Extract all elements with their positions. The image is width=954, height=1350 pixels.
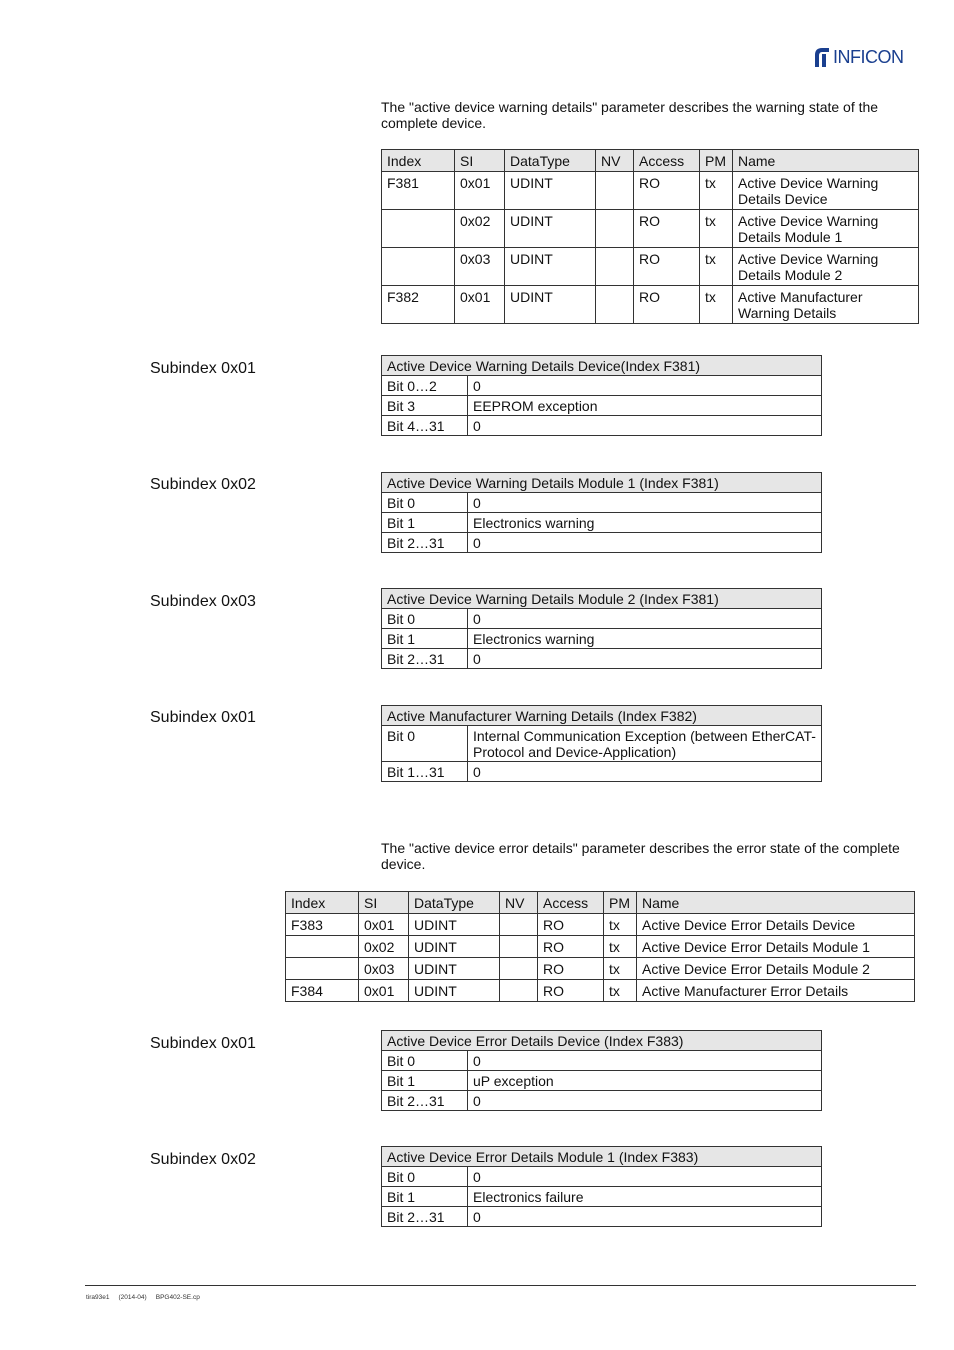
table-row bbox=[382, 533, 822, 553]
table-row bbox=[382, 396, 822, 416]
table-cell: UDINT bbox=[409, 958, 500, 980]
subindex-label: Subindex 0x02 bbox=[150, 476, 256, 493]
bit-value: Internal Communication Exception (between EtherCAT-Protocol and Device-Application) bbox=[468, 726, 822, 762]
table-row bbox=[382, 493, 822, 513]
bit-value: 0 bbox=[468, 762, 822, 782]
table-cell: Active Device Error Details Module 1 bbox=[637, 936, 915, 958]
bit-label: Bit 2…31 bbox=[382, 1091, 468, 1111]
table-caption-row bbox=[382, 589, 822, 609]
bit-table bbox=[381, 355, 822, 436]
footer-divider bbox=[85, 1285, 916, 1286]
bit-value: 0 bbox=[468, 1051, 822, 1071]
column-header: PM bbox=[604, 892, 637, 914]
bit-label: Bit 3 bbox=[382, 396, 468, 416]
table-caption-row bbox=[382, 1147, 822, 1167]
table-cell: RO bbox=[634, 248, 700, 286]
table-row bbox=[286, 980, 915, 1002]
table-cell: 0x02 bbox=[359, 936, 409, 958]
table-row bbox=[382, 248, 919, 286]
table-row bbox=[382, 609, 822, 629]
table-header-row bbox=[286, 892, 915, 914]
bit-value: 0 bbox=[468, 1207, 822, 1227]
table-cell: RO bbox=[538, 936, 604, 958]
table-cell bbox=[500, 914, 538, 936]
table-cell: F382 bbox=[382, 286, 455, 324]
table-row bbox=[382, 1187, 822, 1207]
table-cell: UDINT bbox=[505, 286, 596, 324]
table-cell: RO bbox=[538, 958, 604, 980]
table-cell bbox=[500, 936, 538, 958]
table-row bbox=[382, 1051, 822, 1071]
table-caption-row bbox=[382, 1031, 822, 1051]
table-row bbox=[382, 1167, 822, 1187]
table-cell: Active Manufacturer Warning Details bbox=[733, 286, 919, 324]
table-caption-row bbox=[382, 356, 822, 376]
table-cell bbox=[286, 958, 359, 980]
table-row bbox=[382, 1091, 822, 1111]
table-caption-row bbox=[382, 706, 822, 726]
table-cell: tx bbox=[700, 286, 733, 324]
error-intro-text: The "active device error details" parameter describes the error state of the complete device. bbox=[381, 840, 900, 872]
table-cell: Active Device Warning Details Device bbox=[733, 172, 919, 210]
bit-value: 0 bbox=[468, 376, 822, 396]
table-row bbox=[382, 286, 919, 324]
table-cell bbox=[500, 980, 538, 1002]
bit-value: 0 bbox=[468, 493, 822, 513]
table-cell: 0x03 bbox=[455, 248, 505, 286]
warning-parameter-table bbox=[381, 149, 919, 324]
table-cell bbox=[596, 286, 634, 324]
bit-value: uP exception bbox=[468, 1071, 822, 1091]
warning-intro-text: The "active device warning details" parameter describes the warning state of the complete device. bbox=[381, 99, 879, 131]
table-cell bbox=[500, 958, 538, 980]
table-cell: 0x03 bbox=[359, 958, 409, 980]
bit-label: Bit 0…2 bbox=[382, 376, 468, 396]
table-cell: UDINT bbox=[505, 248, 596, 286]
bit-label: Bit 2…31 bbox=[382, 1207, 468, 1227]
bit-value: 0 bbox=[468, 1167, 822, 1187]
table-cell: RO bbox=[538, 914, 604, 936]
table-cell: tx bbox=[604, 958, 637, 980]
bit-value: Electronics failure bbox=[468, 1187, 822, 1207]
table-row bbox=[382, 762, 822, 782]
bit-table bbox=[381, 472, 822, 553]
table-cell bbox=[596, 248, 634, 286]
bit-value: 0 bbox=[468, 533, 822, 553]
table-cell: Active Device Error Details Module 2 bbox=[637, 958, 915, 980]
table-cell: tx bbox=[604, 936, 637, 958]
table-cell: tx bbox=[604, 980, 637, 1002]
bit-value: Electronics warning bbox=[468, 629, 822, 649]
table-row bbox=[286, 936, 915, 958]
bit-value: 0 bbox=[468, 416, 822, 436]
table-row bbox=[382, 1207, 822, 1227]
table-row bbox=[382, 210, 919, 248]
table-row bbox=[382, 629, 822, 649]
table-caption: Active Device Error Details Module 1 (Index F383) bbox=[382, 1147, 822, 1167]
table-cell: Active Manufacturer Error Details bbox=[637, 980, 915, 1002]
table-cell: 0x01 bbox=[455, 172, 505, 210]
table-cell: 0x01 bbox=[455, 286, 505, 324]
table-cell: RO bbox=[634, 286, 700, 324]
column-header: Access bbox=[634, 150, 700, 172]
column-header: NV bbox=[500, 892, 538, 914]
table-cell: F381 bbox=[382, 172, 455, 210]
table-cell: UDINT bbox=[505, 210, 596, 248]
column-header: PM bbox=[700, 150, 733, 172]
table-cell bbox=[382, 248, 455, 286]
bit-label: Bit 1…31 bbox=[382, 762, 468, 782]
table-cell: 0x02 bbox=[455, 210, 505, 248]
subindex-label: Subindex 0x01 bbox=[150, 709, 256, 726]
column-header: Name bbox=[637, 892, 915, 914]
table-cell bbox=[596, 210, 634, 248]
table-cell: Active Device Warning Details Module 2 bbox=[733, 248, 919, 286]
logo-text: INFICON bbox=[833, 46, 904, 67]
table-cell: 0x01 bbox=[359, 980, 409, 1002]
bit-label: Bit 0 bbox=[382, 609, 468, 629]
subindex-label: Subindex 0x03 bbox=[150, 593, 256, 610]
bit-value: 0 bbox=[468, 1091, 822, 1111]
subindex-label: Subindex 0x02 bbox=[150, 1151, 256, 1168]
table-cell bbox=[596, 172, 634, 210]
table-row bbox=[382, 726, 822, 762]
table-cell bbox=[382, 210, 455, 248]
bit-label: Bit 1 bbox=[382, 1071, 468, 1091]
bit-table bbox=[381, 1030, 822, 1111]
table-caption: Active Device Warning Details Module 2 (Index F381) bbox=[382, 589, 822, 609]
subindex-label: Subindex 0x01 bbox=[150, 1035, 256, 1052]
table-cell: tx bbox=[604, 914, 637, 936]
table-cell: F383 bbox=[286, 914, 359, 936]
table-row bbox=[382, 1071, 822, 1091]
table-caption: Active Device Warning Details Device(Index F381) bbox=[382, 356, 822, 376]
table-cell: Active Device Error Details Device bbox=[637, 914, 915, 936]
table-cell: UDINT bbox=[409, 980, 500, 1002]
table-cell: RO bbox=[538, 980, 604, 1002]
bit-value: EEPROM exception bbox=[468, 396, 822, 416]
bit-table bbox=[381, 588, 822, 669]
table-header-row bbox=[382, 150, 919, 172]
table-caption: Active Device Error Details Device (Index F383) bbox=[382, 1031, 822, 1051]
column-header: Index bbox=[286, 892, 359, 914]
table-cell: tx bbox=[700, 210, 733, 248]
table-row bbox=[286, 914, 915, 936]
table-caption: Active Manufacturer Warning Details (Index F382) bbox=[382, 706, 822, 726]
bit-label: Bit 2…31 bbox=[382, 649, 468, 669]
bit-table bbox=[381, 705, 822, 782]
bit-label: Bit 1 bbox=[382, 629, 468, 649]
footer-text: tira93e1 (2014-04) BPG402-SE.cp bbox=[86, 1294, 200, 1301]
table-row bbox=[382, 376, 822, 396]
column-header: Index bbox=[382, 150, 455, 172]
table-cell bbox=[286, 936, 359, 958]
table-row bbox=[382, 513, 822, 533]
table-row bbox=[286, 958, 915, 980]
table-row bbox=[382, 416, 822, 436]
table-cell: UDINT bbox=[409, 914, 500, 936]
bit-value: 0 bbox=[468, 649, 822, 669]
column-header: NV bbox=[596, 150, 634, 172]
subindex-label: Subindex 0x01 bbox=[150, 360, 256, 377]
column-header: DataType bbox=[409, 892, 500, 914]
bit-value: 0 bbox=[468, 609, 822, 629]
table-cell: F384 bbox=[286, 980, 359, 1002]
table-cell: 0x01 bbox=[359, 914, 409, 936]
table-cell: RO bbox=[634, 210, 700, 248]
table-cell: tx bbox=[700, 172, 733, 210]
table-row bbox=[382, 649, 822, 669]
bit-label: Bit 1 bbox=[382, 513, 468, 533]
table-caption: Active Device Warning Details Module 1 (Index F381) bbox=[382, 473, 822, 493]
table-cell: Active Device Warning Details Module 1 bbox=[733, 210, 919, 248]
column-header: DataType bbox=[505, 150, 596, 172]
inficon-logo-mark-icon bbox=[812, 45, 832, 69]
table-cell: RO bbox=[634, 172, 700, 210]
bit-label: Bit 0 bbox=[382, 1167, 468, 1187]
table-row bbox=[382, 172, 919, 210]
bit-label: Bit 0 bbox=[382, 493, 468, 513]
bit-label: Bit 1 bbox=[382, 1187, 468, 1207]
bit-value: Electronics warning bbox=[468, 513, 822, 533]
table-caption-row bbox=[382, 473, 822, 493]
bit-table bbox=[381, 1146, 822, 1227]
column-header: SI bbox=[359, 892, 409, 914]
column-header: Access bbox=[538, 892, 604, 914]
table-cell: UDINT bbox=[409, 936, 500, 958]
inficon-logo bbox=[812, 44, 916, 70]
bit-label: Bit 4…31 bbox=[382, 416, 468, 436]
bit-label: Bit 2…31 bbox=[382, 533, 468, 553]
column-header: Name bbox=[733, 150, 919, 172]
table-cell: UDINT bbox=[505, 172, 596, 210]
bit-label: Bit 0 bbox=[382, 726, 468, 762]
error-parameter-table bbox=[285, 891, 915, 1002]
table-cell: tx bbox=[700, 248, 733, 286]
bit-label: Bit 0 bbox=[382, 1051, 468, 1071]
column-header: SI bbox=[455, 150, 505, 172]
